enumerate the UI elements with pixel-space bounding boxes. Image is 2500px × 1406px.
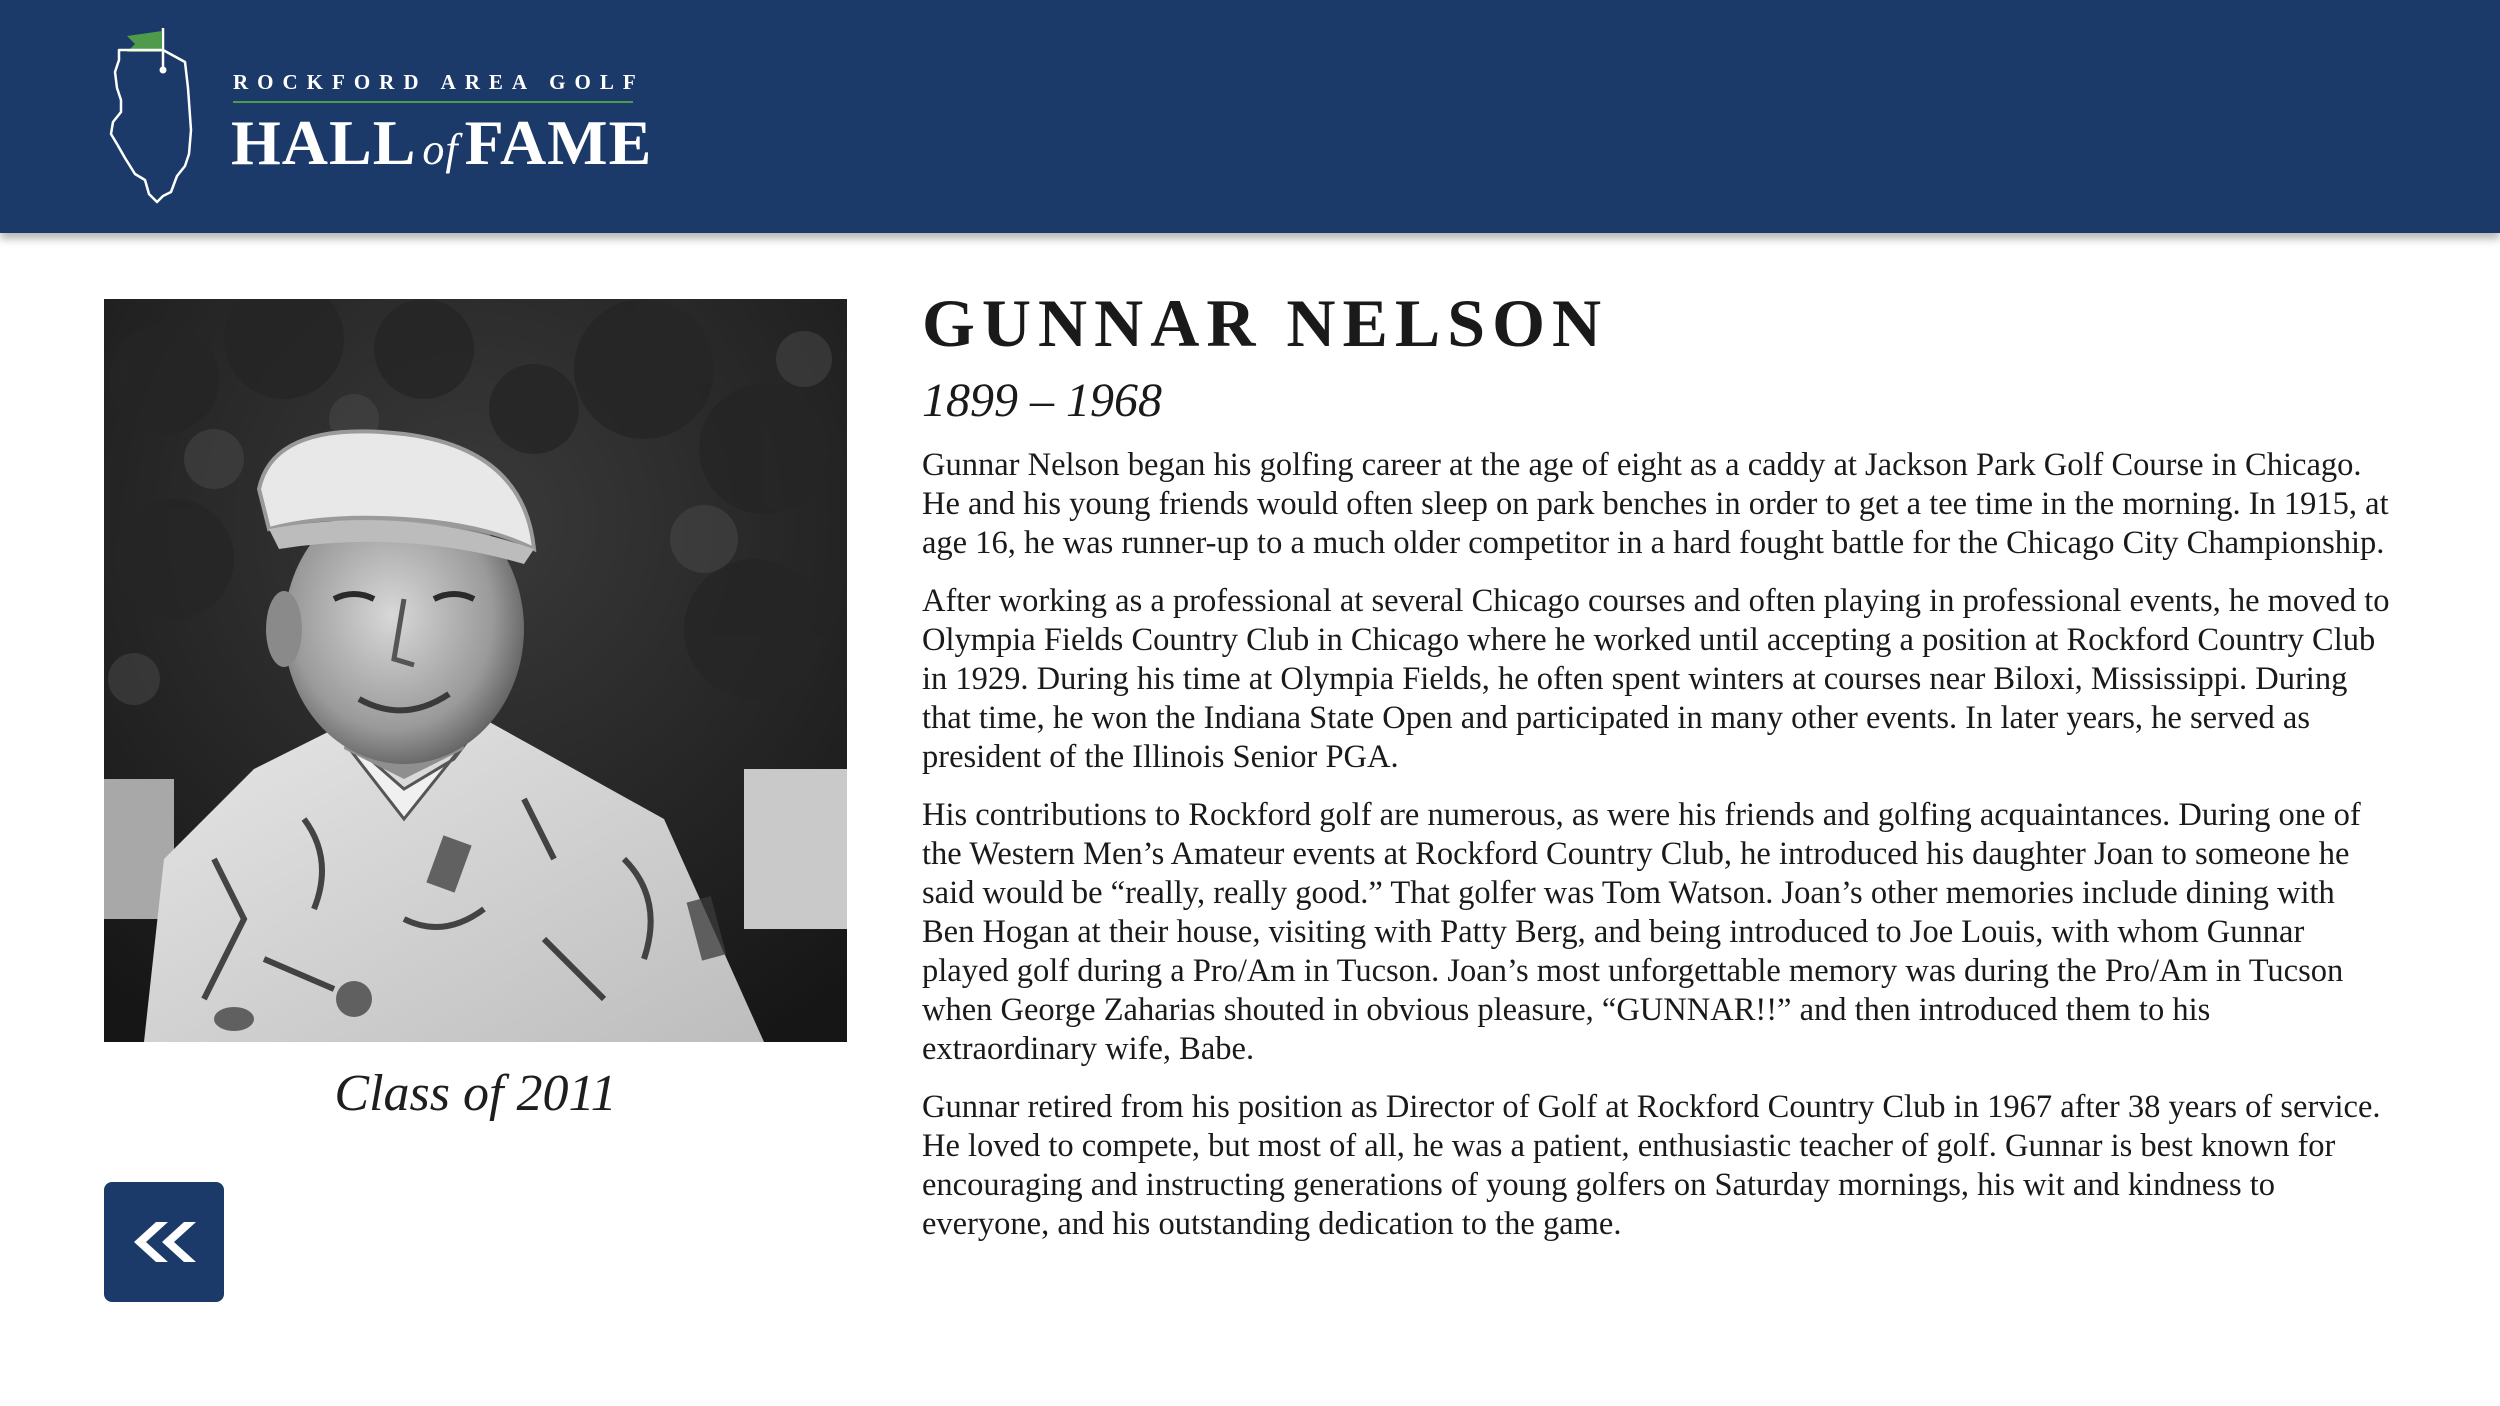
logo-subtitle: ROCKFORD AREA GOLF [233,70,645,94]
portrait-illustration [104,299,847,1042]
logo-title-of: of [422,125,459,174]
inductee-years: 1899 – 1968 [922,374,1162,427]
header-bar [0,0,2500,233]
logo-divider [233,101,633,103]
logo-title-hall: HALL [231,107,417,178]
illinois-flag-icon [105,26,225,206]
inductee-name: GUNNAR NELSON [922,285,1609,361]
logo-title-fame: FAME [464,107,653,178]
portrait-photo [104,299,847,1042]
class-of-label: Class of 2011 [334,1065,617,1122]
bio-content [922,280,2392,1263]
bio-paragraph: After working as a professional at several Chicago courses and often playing in professional events, he moved to Olympia Fields Country Club in Chicago where he worked until accepting a position at Rockford Country Club in 1929. During his time at Olympia Fields, he often spent winters at courses near Biloxi, Mississippi. During that time, he won the Indiana State Open and participated in many other events. In later years, he served as president of the Illinois Senior PGA. [922,583,2390,775]
back-button[interactable] [104,1182,224,1302]
bio-paragraph: Gunnar retired from his position as Director of Golf at Rockford Country Club in 1967 after 38 years of service. He loved to compete, but most of all, he was a patient, enthusiastic teacher of golf. Gunnar is best known for encouraging and instructing generations of young golfers on Saturday mornings, his wit and kindness to everyone, and his outstanding dedication to the game. [922,1089,2381,1242]
bio-paragraph: His contributions to Rockford golf are numerous, as were his friends and golfing acquaintances. During one of the Western Men’s Amateur events at Rockford Country Club, he introduced his daughter Joan to someone he said would be “really, really good.” That golfer was Tom Watson. Joan’s other memories include dining with Ben Hogan at their house, visiting with Patty Berg, and being introduced to Joe Louis, with whom Gunnar played golf during a Pro/Am in Tucson. Joan’s most unforgettable memory was during the Pro/Am in Tucson when George Zaharias shouted in obvious pleasure, “GUNNAR!!” and then introduced them to his extraordinary wife, Babe. [922,797,2361,1067]
logo-title [231,106,652,180]
double-chevron-left-icon [104,1182,224,1302]
hall-of-fame-logo[interactable] [105,26,655,206]
bio-paragraph: Gunnar Nelson began his golfing career at the age of eight as a caddy at Jackson Park Golf Course in Chicago. He and his young friends would often sleep on park benches in order to get a tee time in the morning. In 1915, at age 16, he was runner-up to a much older competitor in a hard fought battle for the Chicago City Championship. [922,447,2389,561]
